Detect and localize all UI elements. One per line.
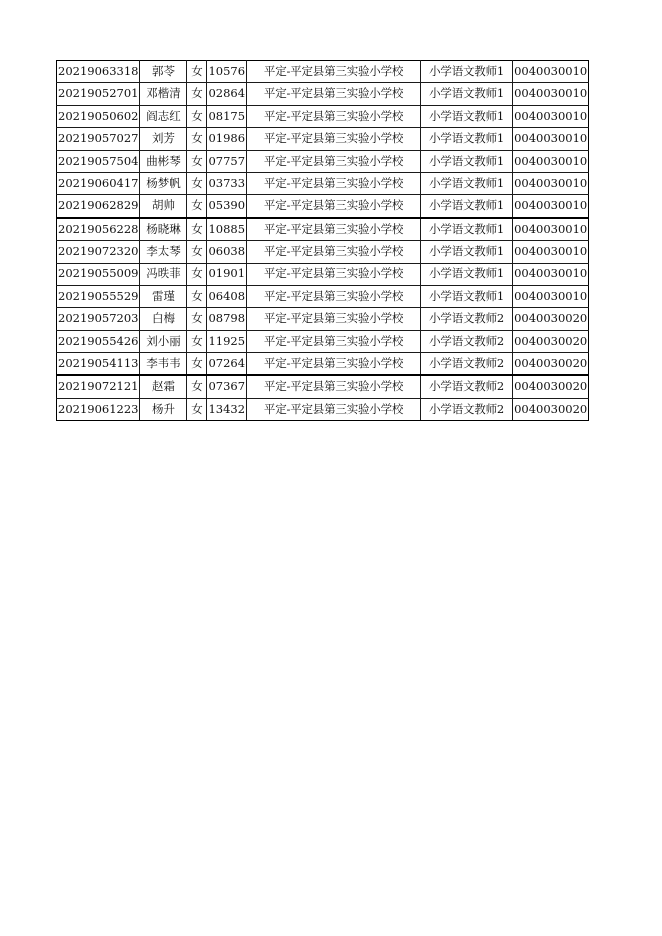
table-row: [57, 128, 589, 150]
cell-name: 胡帅: [140, 195, 187, 218]
cell-name: 杨梦帆: [140, 172, 187, 194]
cell-school: 平定-平定县第三实验小学校: [247, 128, 421, 150]
cell-id: 20219055426: [57, 330, 140, 352]
cell-name: 阎志红: [140, 105, 187, 127]
cell-school: 平定-平定县第三实验小学校: [247, 241, 421, 263]
cell-school: 平定-平定县第三实验小学校: [247, 83, 421, 105]
table-row: [57, 398, 589, 420]
cell-name: 刘小丽: [140, 330, 187, 352]
cell-number: 03733: [207, 172, 247, 194]
cell-number: 07264: [207, 353, 247, 376]
cell-code: 0040030010: [513, 218, 589, 241]
cell-number: 07757: [207, 150, 247, 172]
cell-post: 小学语文教师1: [421, 105, 513, 127]
table-row: [57, 61, 589, 83]
cell-name: 郭苓: [140, 61, 187, 83]
cell-school: 平定-平定县第三实验小学校: [247, 330, 421, 352]
cell-id: 20219072121: [57, 375, 140, 398]
cell-post: 小学语文教师1: [421, 241, 513, 263]
table-row: [57, 105, 589, 127]
cell-sex: 女: [187, 263, 207, 285]
cell-sex: 女: [187, 218, 207, 241]
cell-name: 白梅: [140, 308, 187, 330]
cell-school: 平定-平定县第三实验小学校: [247, 375, 421, 398]
cell-id: 20219062829: [57, 195, 140, 218]
table-row: [57, 330, 589, 352]
cell-code: 0040030010: [513, 105, 589, 127]
table-row: [57, 172, 589, 194]
cell-post: 小学语文教师1: [421, 83, 513, 105]
cell-id: 20219055009: [57, 263, 140, 285]
cell-post: 小学语文教师2: [421, 398, 513, 420]
cell-name: 赵霜: [140, 375, 187, 398]
cell-school: 平定-平定县第三实验小学校: [247, 308, 421, 330]
cell-number: 08798: [207, 308, 247, 330]
cell-number: 10885: [207, 218, 247, 241]
cell-school: 平定-平定县第三实验小学校: [247, 263, 421, 285]
table-row: [57, 285, 589, 307]
cell-sex: 女: [187, 172, 207, 194]
cell-number: 13432: [207, 398, 247, 420]
cell-name: 刘芳: [140, 128, 187, 150]
cell-number: 07367: [207, 375, 247, 398]
table-row: [57, 353, 589, 376]
cell-sex: 女: [187, 375, 207, 398]
cell-name: 雷瑾: [140, 285, 187, 307]
cell-id: 20219052701: [57, 83, 140, 105]
table-row: [57, 218, 589, 241]
cell-id: 20219050602: [57, 105, 140, 127]
cell-name: 杨晓琳: [140, 218, 187, 241]
cell-number: 06038: [207, 241, 247, 263]
cell-name: 冯昳菲: [140, 263, 187, 285]
cell-school: 平定-平定县第三实验小学校: [247, 398, 421, 420]
cell-school: 平定-平定县第三实验小学校: [247, 150, 421, 172]
candidate-table: [56, 60, 589, 421]
cell-code: 0040030010: [513, 241, 589, 263]
cell-id: 20219061223: [57, 398, 140, 420]
cell-sex: 女: [187, 353, 207, 376]
cell-sex: 女: [187, 330, 207, 352]
cell-code: 0040030020: [513, 308, 589, 330]
cell-sex: 女: [187, 398, 207, 420]
cell-sex: 女: [187, 195, 207, 218]
cell-post: 小学语文教师1: [421, 128, 513, 150]
table-row: [57, 195, 589, 218]
cell-number: 08175: [207, 105, 247, 127]
cell-code: 0040030010: [513, 195, 589, 218]
cell-post: 小学语文教师1: [421, 285, 513, 307]
cell-school: 平定-平定县第三实验小学校: [247, 285, 421, 307]
cell-code: 0040030010: [513, 150, 589, 172]
cell-name: 李太琴: [140, 241, 187, 263]
table-row: [57, 241, 589, 263]
cell-post: 小学语文教师1: [421, 218, 513, 241]
cell-sex: 女: [187, 61, 207, 83]
cell-school: 平定-平定县第三实验小学校: [247, 105, 421, 127]
cell-post: 小学语文教师1: [421, 61, 513, 83]
cell-id: 20219056228: [57, 218, 140, 241]
cell-school: 平定-平定县第三实验小学校: [247, 195, 421, 218]
cell-post: 小学语文教师1: [421, 172, 513, 194]
table-row: [57, 83, 589, 105]
cell-name: 曲彬琴: [140, 150, 187, 172]
cell-school: 平定-平定县第三实验小学校: [247, 61, 421, 83]
cell-sex: 女: [187, 128, 207, 150]
cell-code: 0040030010: [513, 61, 589, 83]
cell-sex: 女: [187, 308, 207, 330]
cell-code: 0040030020: [513, 398, 589, 420]
cell-number: 05390: [207, 195, 247, 218]
cell-number: 10576: [207, 61, 247, 83]
cell-id: 20219057504: [57, 150, 140, 172]
table-row: [57, 150, 589, 172]
cell-school: 平定-平定县第三实验小学校: [247, 218, 421, 241]
cell-sex: 女: [187, 105, 207, 127]
table-row: [57, 263, 589, 285]
cell-name: 李韦韦: [140, 353, 187, 376]
cell-code: 0040030020: [513, 330, 589, 352]
cell-id: 20219057027: [57, 128, 140, 150]
cell-sex: 女: [187, 150, 207, 172]
candidate-table-body: [57, 61, 589, 421]
cell-code: 0040030020: [513, 353, 589, 376]
cell-post: 小学语文教师2: [421, 330, 513, 352]
cell-post: 小学语文教师2: [421, 308, 513, 330]
cell-post: 小学语文教师1: [421, 195, 513, 218]
cell-number: 11925: [207, 330, 247, 352]
cell-id: 20219060417: [57, 172, 140, 194]
cell-id: 20219057203: [57, 308, 140, 330]
cell-code: 0040030010: [513, 172, 589, 194]
cell-code: 0040030010: [513, 83, 589, 105]
cell-id: 20219072320: [57, 241, 140, 263]
cell-code: 0040030010: [513, 285, 589, 307]
cell-sex: 女: [187, 83, 207, 105]
table-row: [57, 375, 589, 398]
cell-school: 平定-平定县第三实验小学校: [247, 172, 421, 194]
table-row: [57, 308, 589, 330]
cell-post: 小学语文教师1: [421, 263, 513, 285]
cell-number: 02864: [207, 83, 247, 105]
cell-name: 杨升: [140, 398, 187, 420]
cell-name: 邓楷清: [140, 83, 187, 105]
cell-id: 20219055529: [57, 285, 140, 307]
cell-id: 20219054113: [57, 353, 140, 376]
cell-school: 平定-平定县第三实验小学校: [247, 353, 421, 376]
cell-number: 01986: [207, 128, 247, 150]
cell-post: 小学语文教师1: [421, 150, 513, 172]
cell-post: 小学语文教师2: [421, 375, 513, 398]
cell-number: 06408: [207, 285, 247, 307]
cell-number: 01901: [207, 263, 247, 285]
cell-code: 0040030020: [513, 375, 589, 398]
cell-code: 0040030010: [513, 263, 589, 285]
cell-code: 0040030010: [513, 128, 589, 150]
cell-post: 小学语文教师2: [421, 353, 513, 376]
cell-sex: 女: [187, 285, 207, 307]
cell-id: 20219063318: [57, 61, 140, 83]
cell-sex: 女: [187, 241, 207, 263]
